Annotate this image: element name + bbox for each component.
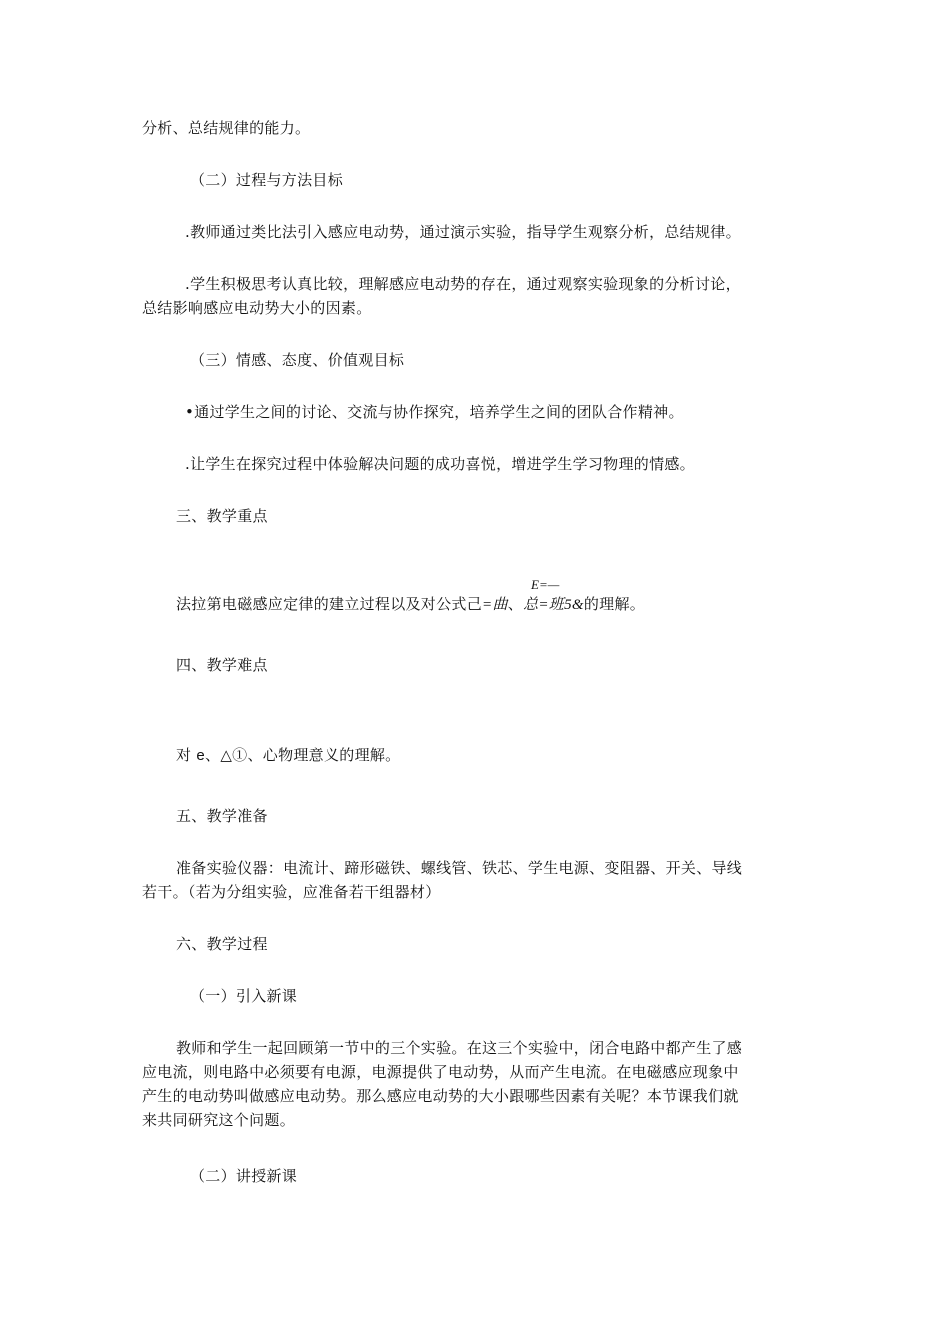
paragraph-review-line4: 来共同研究这个问题。 (142, 1111, 296, 1129)
physical-meaning-prefix: 对 (176, 746, 197, 764)
paragraph-review-line3: 产生的电动势叫做感应电动势。那么感应电动势的大小跟哪些因素有关呢？本节课我们就 (142, 1087, 739, 1105)
text-line-student-thinking-cont: 总结影响感应电动势大小的因素。 (142, 299, 372, 317)
faraday-separator: 、 (507, 595, 524, 613)
text-line-physical-meaning (176, 745, 400, 766)
text-line-instruments: 准备实验仪器：电流计、蹄形磁铁、螺线管、铁芯、学生电源、变阻器、开关、导线 (176, 859, 743, 877)
heading-teaching-preparation: 五、教学准备 (176, 807, 268, 825)
paragraph-review-line2: 应电流，则电路中必须要有电源，电源提供了电动势，从而产生电流。在电磁感应现象中 (142, 1063, 739, 1081)
text-line-ability: 分析、总结规律的能力。 (142, 119, 311, 137)
heading-teaching-focus: 三、教学重点 (176, 507, 268, 525)
text-line-student-thinking: .学生积极思考认真比较，理解感应电动势的存在，通过观察实验现象的分析讨论， (185, 275, 741, 293)
heading-teaching-difficulty: 四、教学难点 (176, 656, 268, 674)
text-line-teacher-analogy: .教师通过类比法引入感应电动势，通过演示实验，指导学生观察分析，总结规律。 (185, 223, 741, 241)
text-line-instruments-cont: 若干。（若为分组实验，应准备若干组器材） (142, 883, 441, 901)
text-line-teamwork: •通过学生之间的讨论、交流与协作探究，培养学生之间的团队合作精神。 (185, 403, 684, 421)
paragraph-review: 教师和学生一起回顾第一节中的三个实验。在这三个实验中，闭合电路中都产生了感 (176, 1039, 743, 1057)
formula-part1: =曲 (482, 597, 508, 613)
heading-introduce-lesson: （一）引入新课 (190, 987, 298, 1005)
faraday-text-end: 的理解。 (583, 595, 646, 613)
faraday-text-part1: 法拉第电磁感应定律的建立过程以及对公式己 (176, 595, 483, 613)
text-line-joy: .让学生在探究过程中体验解决问题的成功喜悦，增进学生学习物理的情感。 (185, 455, 695, 473)
heading-teaching-process: 六、教学过程 (176, 935, 268, 953)
heading-teach-new-lesson: （二）讲授新课 (190, 1167, 298, 1185)
heading-process-method-goal: （二）过程与方法目标 (190, 171, 344, 189)
formula-part2: 总=班5& (523, 597, 584, 613)
formula-fraction-top: E=— (531, 577, 560, 592)
heading-emotion-goal: （三）情感、态度、价值观目标 (190, 351, 405, 369)
physical-meaning-rest: 、△①、心物理意义的理解。 (205, 746, 401, 764)
text-line-faraday-law (176, 594, 645, 615)
symbol-e: e (196, 747, 206, 764)
